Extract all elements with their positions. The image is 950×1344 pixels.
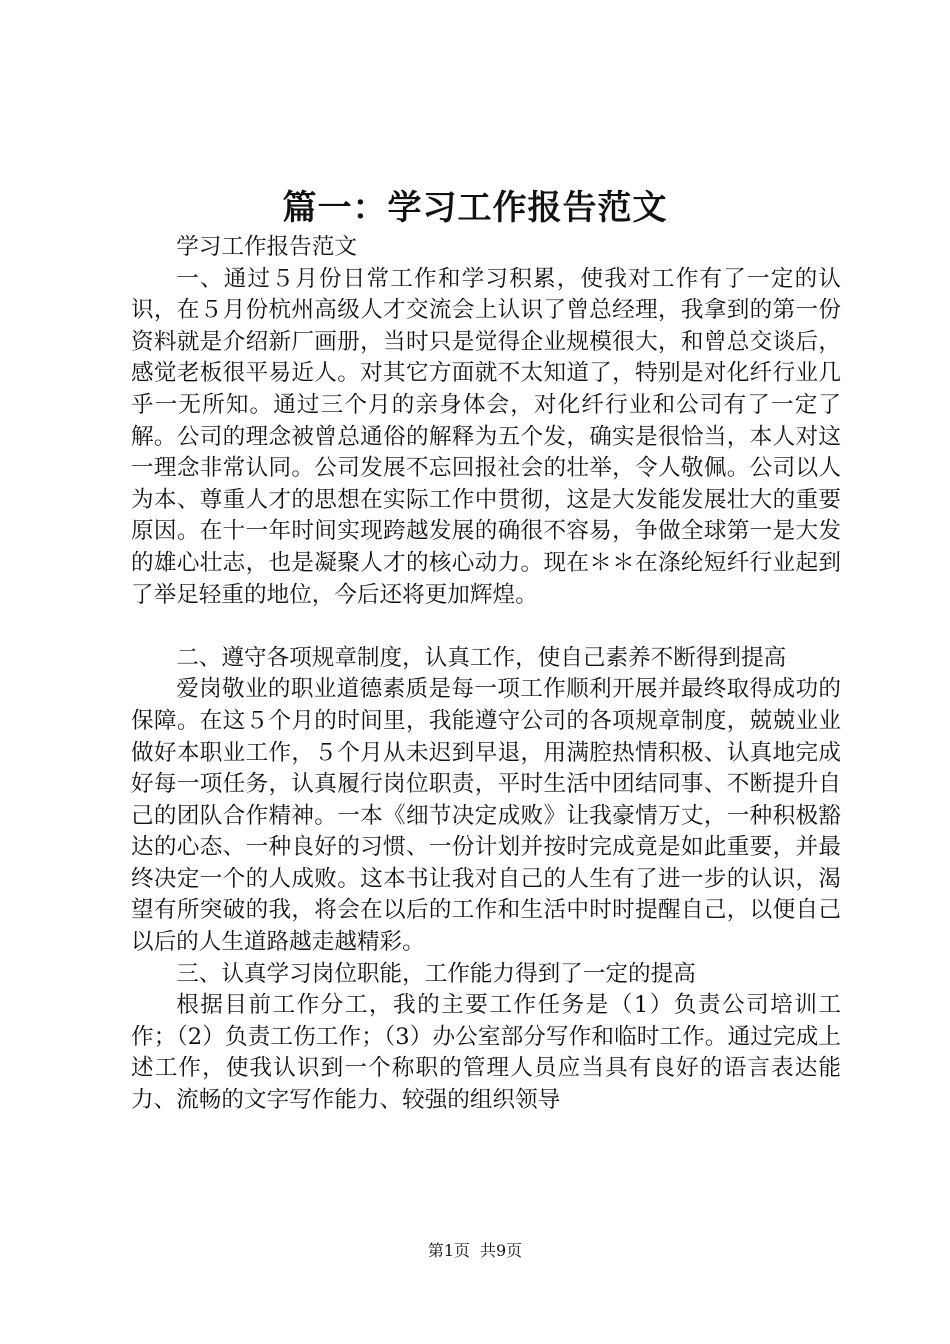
document-title: 篇一：学习工作报告范文: [282, 188, 668, 228]
body-paragraph-2: 爱岗敬业的职业道德素质是每一项工作顺利开展并最终取得成功的保障。在这５个月的时间里，我能遵守公司的各项规章制度，兢兢业业做好本职业工作，５个月从未迟到早退，用满腔热情积极、认真地完成好每一项任务，认真履行岗位职责，平时生活中团结同事、不断提升自己的团队合作精神。一本《细节决定成败》让我豪情万丈，一种积极豁达的心态、一种良好的习惯、一份计划并按时完成竟是如此重要，并最终决定一个的人成败。这本书让我对自己的人生有了进一步的认识，渴望有所突破的我，将会在以后的工作和生活中时时提醒自己，以便自己以后的人生道路越走越精彩。: [131, 676, 841, 956]
body-paragraph-3: 根据目前工作分工，我的主要工作任务是（1）负责公司培训工作；（2）负责工伤工作；（3）办公室部分写作和临时工作。通过完成上述工作，使我认识到一个称职的管理人员应当具有良好的语言表达能力、流畅的文字写作能力、较强的组织领导: [131, 992, 841, 1114]
subtitle-paragraph: 学习工作报告范文: [176, 234, 357, 260]
section-heading-3: 三、认真学习岗位职能，工作能力得到了一定的提高: [176, 960, 696, 987]
section-heading-2: 二、遵守各项规章制度，认真工作，使自己素养不断得到提高: [176, 644, 787, 671]
document-body: [131, 232, 841, 1117]
page-footer: [0, 1240, 950, 1262]
page-total: 共9页: [480, 1241, 523, 1260]
body-paragraph-1: 一、通过５月份日常工作和学习积累，使我对工作有了一定的认识，在５月份杭州高级人才交流会上认识了曾总经理，我拿到的第一份资料就是介绍新厂画册，当时只是觉得企业规模很大，和曾总交谈后，感觉老板很平易近人。对其它方面就不太知道了，特别是对化纤行业几乎一无所知。通过三个月的亲身体会，对化纤行业和公司有了一定了解。公司的理念被曾总通俗的解释为五个发，确实是很恰当，本人对这一理念非常认同。公司发展不忘回报社会的壮举，令人敬佩。公司以人为本、尊重人才的思想在实际工作中贯彻，这是大发能发展壮大的重要原因。在十一年时间实现跨越发展的确很不容易，争做全球第一是大发的雄心壮志，也是凝聚人才的核心动力。现在＊＊在涤纶短纤行业起到了举足轻重的地位，今后还将更加辉煌。: [131, 265, 841, 608]
page-number: 第1页: [427, 1241, 470, 1260]
